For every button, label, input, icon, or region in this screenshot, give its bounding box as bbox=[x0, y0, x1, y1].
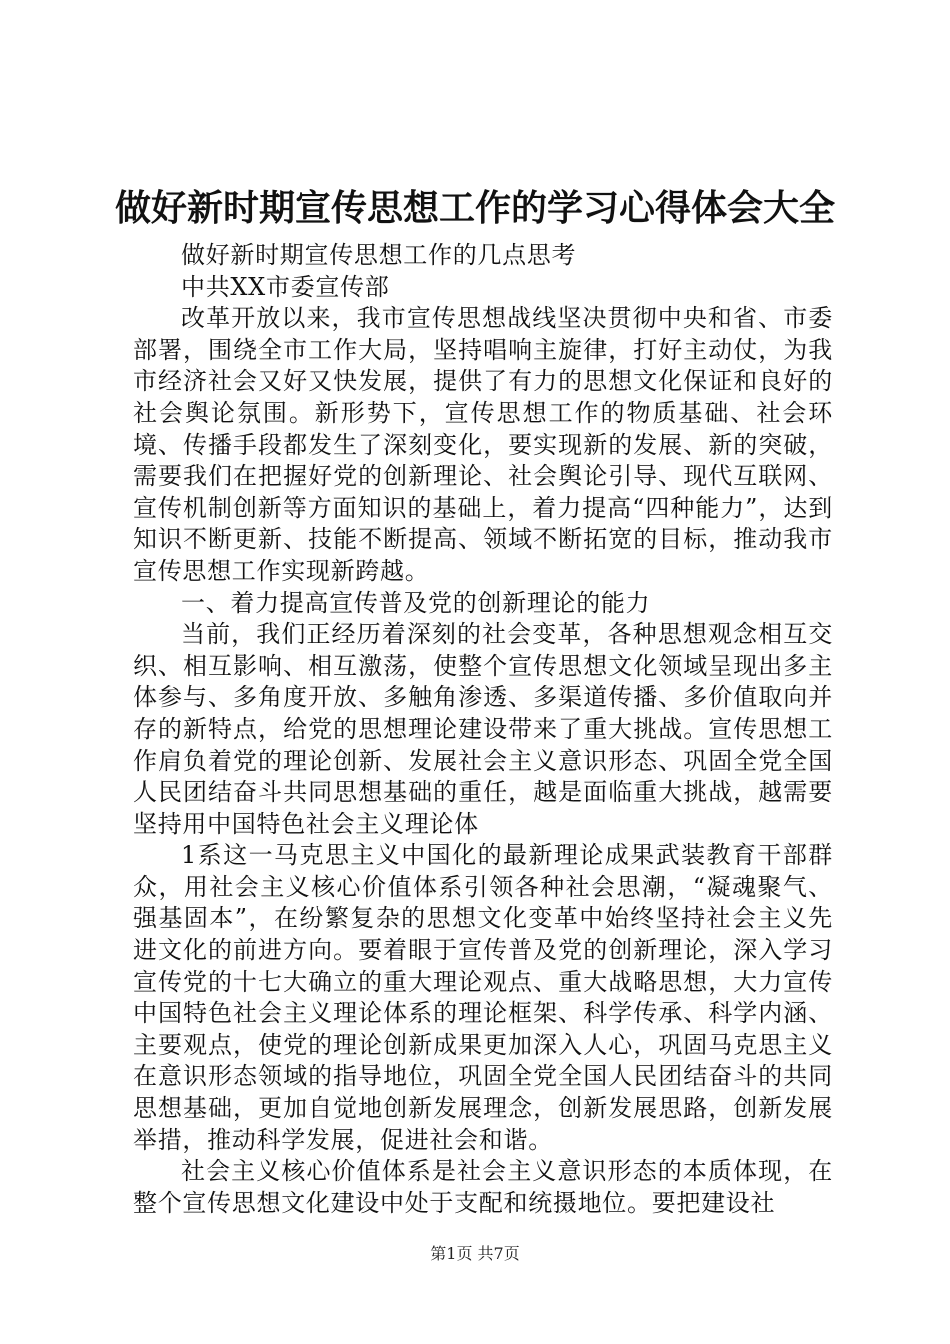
page-number-footer: 第1页 共7页 bbox=[430, 1244, 520, 1263]
paragraph-core-values: 社会主义核心价值体系是社会主义意识形态的本质体现，在整个宣传思想文化建设中处于支配和统摄地位。要把建设社 bbox=[133, 1157, 833, 1217]
author-line: 中共XX市委宣传部 bbox=[181, 272, 390, 301]
subtitle-line: 做好新时期宣传思想工作的几点思考 bbox=[181, 241, 577, 269]
section-heading-1: 一、着力提高宣传普及党的创新理论的能力 bbox=[181, 588, 651, 617]
document-title: 做好新时期宣传思想工作的学习心得体会大全 bbox=[114, 188, 835, 229]
document-body bbox=[133, 240, 833, 1219]
paragraph-section-1: 当前，我们正经历着深刻的社会变革，各种思想观念相互交织、相互影响、相互激荡，使整个宣传思想文化领域呈现出多主体参与、多角度开放、多触角渗透、多渠道传播、多价值取向并存的新特点，给党的思想理论建设带来了重大挑战。宣传思想工作肩负着党的理论创新、发展社会主义意识形态、巩固全党全国人民团结奋斗共同思想基础的重任，越是面临重大挑战，越需要坚持用中国特色社会主义理论体 bbox=[133, 620, 833, 838]
paragraph-intro: 改革开放以来，我市宣传思想战线坚决贯彻中央和省、市委部署，围绕全市工作大局，坚持唱响主旋律，打好主动仗，为我市经济社会又好又快发展，提供了有力的思想文化保证和良好的社会舆论氛围。新形势下，宣传思想工作的物质基础、社会环境、传播手段都发生了深刻变化，要实现新的发展、新的突破，需要我们在把握好党的创新理论、社会舆论引导、现代互联网、宣传机制创新等方面知识的基础上，着力提高“四种能力”，达到知识不断更新、技能不断提高、领域不断拓宽的目标，推动我市宣传思想工作实现新跨越。 bbox=[133, 304, 833, 585]
paragraph-section-1-continued: 1系这一马克思主义中国化的最新理论成果武装教育干部群众，用社会主义核心价值体系引领各种社会思潮，“凝魂聚气、强基固本”，在纷繁复杂的思想文化变革中始终坚持社会主义先进文化的前进方向。要着眼于宣传普及党的创新理论，深入学习宣传党的十七大确立的重大理论观点、重大战略思想，大力宣传中国特色社会主义理论体系的理论框架、科学传承、科学内涵、主要观点，使党的理论创新成果更加深入人心，巩固马克思主义在意识形态领域的指导地位，巩固全党全国人民团结奋斗的共同思想基础，更加自觉地创新发展理念，创新发展思路，创新发展举措，推动科学发展，促进社会和谐。 bbox=[133, 841, 833, 1154]
